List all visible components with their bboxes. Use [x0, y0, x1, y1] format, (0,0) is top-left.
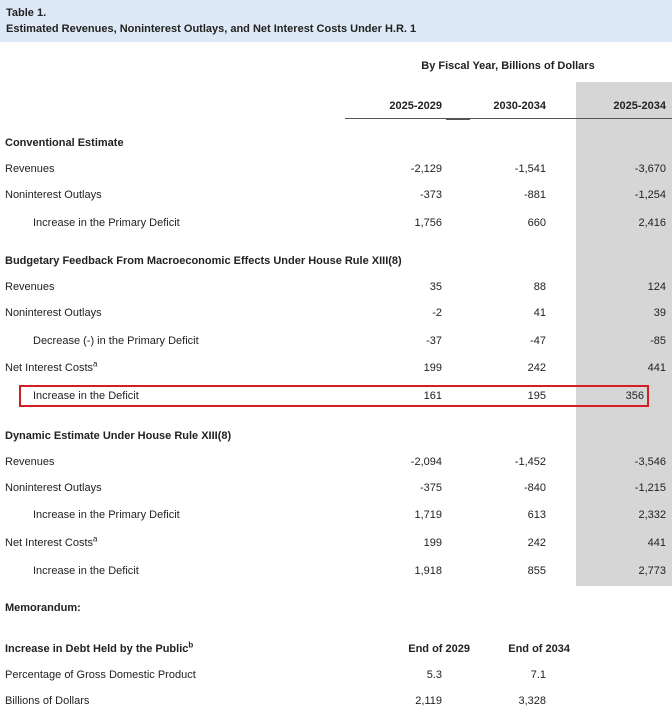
- cell: 41: [533, 307, 546, 319]
- cell: -3,546: [634, 456, 666, 468]
- cell: 7.1: [530, 669, 546, 681]
- section-heading-conventional: Conventional Estimate: [5, 137, 124, 149]
- subheader: By Fiscal Year, Billions of Dollars: [421, 60, 595, 72]
- cell: -2: [432, 307, 442, 319]
- row-label: Increase in the Deficit: [33, 565, 139, 577]
- row-label: Noninterest Outlays: [5, 482, 102, 494]
- cell: -3,670: [634, 163, 666, 175]
- cell: 855: [527, 565, 546, 577]
- cell: 1,756: [414, 217, 442, 229]
- highlight-box: [19, 385, 649, 407]
- cell: 1,719: [414, 509, 442, 521]
- cell: 124: [647, 281, 666, 293]
- section-heading-memorandum: Memorandum:: [5, 602, 81, 614]
- cell: -1,541: [514, 163, 546, 175]
- cell: 2,332: [638, 509, 666, 521]
- row-label: Increase in the Primary Deficit: [33, 509, 180, 521]
- cell: 242: [527, 362, 546, 374]
- cell: 35: [429, 281, 442, 293]
- cell: 39: [653, 307, 666, 319]
- row-label: Revenues: [5, 281, 55, 293]
- cell: -1,254: [634, 189, 666, 201]
- row-label: Revenues: [5, 456, 55, 468]
- row-label: Net Interest Costs$^a$: [5, 534, 98, 549]
- row-label: Billions of Dollars: [5, 695, 90, 707]
- row-label: Increase in the Primary Deficit: [33, 217, 180, 229]
- cell: -2,129: [410, 163, 442, 175]
- cell: 356: [625, 390, 644, 402]
- cell: 3,328: [518, 695, 546, 707]
- cell: -85: [650, 335, 666, 347]
- cell: 613: [527, 509, 546, 521]
- footnote-marker: a: [93, 359, 98, 369]
- table-title-box: [0, 0, 672, 42]
- footnote-marker: a: [93, 534, 98, 544]
- footnote-marker: b: [188, 640, 194, 650]
- table-number: Table 1.: [6, 7, 47, 19]
- memo-col-header-2: End of 2034: [508, 643, 570, 655]
- section-heading-dynamic: Dynamic Estimate Under House Rule XIII(8): [5, 430, 232, 442]
- cell: 441: [647, 362, 666, 374]
- cell: 660: [527, 217, 546, 229]
- table-title: Estimated Revenues, Noninterest Outlays, and Net Interest Costs Under H.R. 1: [6, 23, 417, 35]
- cell: 199: [423, 537, 442, 549]
- col-header-1: 2025-2029: [389, 100, 442, 112]
- cell: 199: [423, 362, 442, 374]
- cell: 2,773: [638, 565, 666, 577]
- cell: 2,416: [638, 217, 666, 229]
- row-label: Noninterest Outlays: [5, 307, 102, 319]
- row-label: Net Interest Costs$^a$: [5, 359, 98, 374]
- cell: -373: [419, 189, 442, 201]
- header-rule-accent: [446, 118, 470, 120]
- cell: 2,119: [415, 695, 442, 707]
- cell: 88: [533, 281, 546, 293]
- header-rule: [345, 118, 672, 119]
- cell: -881: [523, 189, 546, 201]
- cell: 1,918: [414, 565, 442, 577]
- cell: -2,094: [410, 456, 442, 468]
- row-label: Revenues: [5, 163, 55, 175]
- col-header-2: 2030-2034: [493, 100, 546, 112]
- cell: 161: [423, 390, 442, 402]
- row-label: Percentage of Gross Domestic Product: [5, 669, 196, 681]
- cell: 5.3: [426, 669, 442, 681]
- row-label: Increase in the Deficit: [33, 390, 139, 402]
- cell: 195: [527, 390, 546, 402]
- cell: -1,452: [514, 456, 546, 468]
- row-label: Decrease (-) in the Primary Deficit: [33, 335, 199, 347]
- cell: 441: [647, 537, 666, 549]
- cell: -840: [523, 482, 546, 494]
- cell: -47: [530, 335, 546, 347]
- debt-heading: Increase in Debt Held by the Public$^b$: [5, 640, 194, 655]
- memo-col-header-1: End of 2029: [408, 643, 470, 655]
- cell: -375: [419, 482, 442, 494]
- cell: 242: [527, 537, 546, 549]
- cell: -1,215: [634, 482, 666, 494]
- col-header-3: 2025-2034: [613, 100, 666, 112]
- section-heading-feedback: Budgetary Feedback From Macroeconomic Effects Under House Rule XIII(8): [5, 255, 402, 267]
- cell: -37: [426, 335, 442, 347]
- row-label: Noninterest Outlays: [5, 189, 102, 201]
